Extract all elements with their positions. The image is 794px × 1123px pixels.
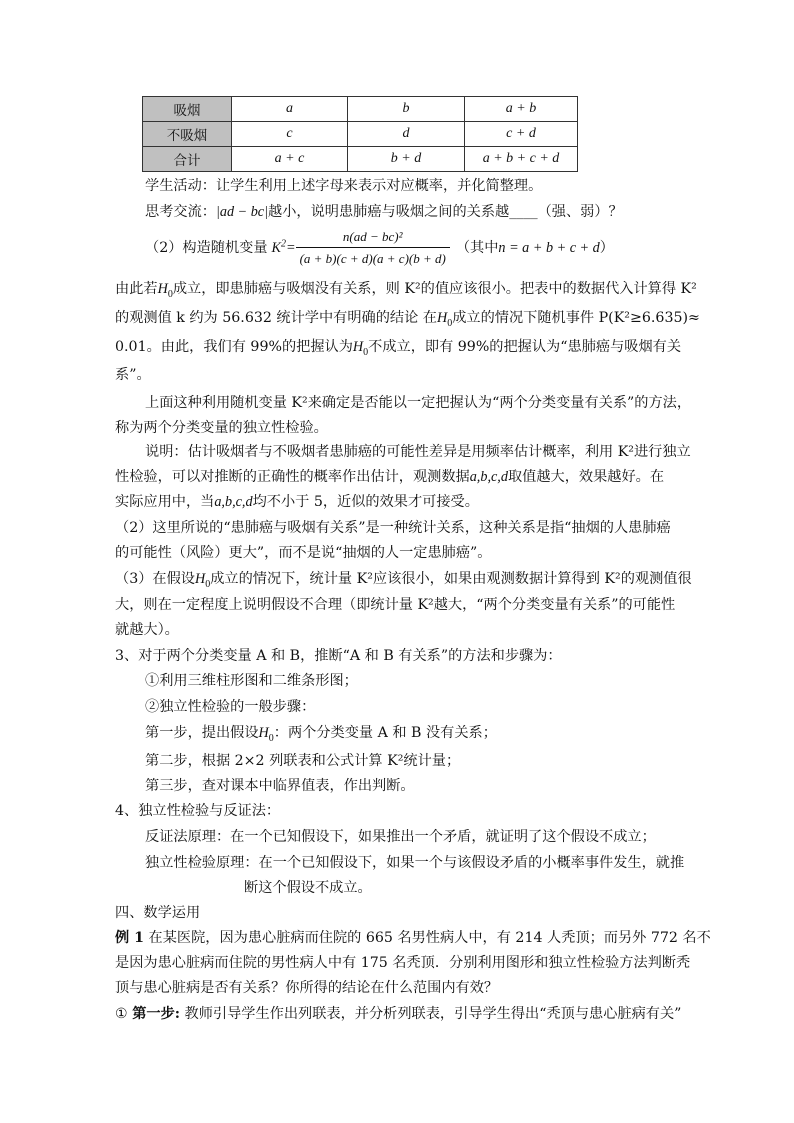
note-line xyxy=(115,493,479,511)
row-label: 不吸烟 xyxy=(143,122,232,147)
section-heading: 四、数学运用 xyxy=(115,905,201,921)
paragraph-line: 系”。 xyxy=(115,367,151,383)
text-run: 0.01。由此，我们有 99%的把握认为 xyxy=(115,339,353,355)
h0-letter: H xyxy=(258,725,269,741)
h0-subscript: 0 xyxy=(268,732,274,744)
k2-letter: K xyxy=(271,240,281,256)
paragraph-line xyxy=(115,280,697,298)
paragraph-line: 上面这种利用随机变量 K²来确定是否能以一定把握认为“两个分类变量有关系”的方法， xyxy=(145,395,692,411)
paragraph-line xyxy=(115,309,700,327)
h0-symbol xyxy=(436,310,453,329)
step-2-line: 第二步，根据 2×2 列联表和公式计算 K²统计量； xyxy=(145,753,461,769)
text-run: 成立的情况下随机事件 P(K²≥6.635)≈ xyxy=(452,310,700,326)
text-run: 不成立，即有 99%的把握认为“患肺癌与吸烟有关 xyxy=(368,339,682,355)
row-label: 合计 xyxy=(143,147,232,172)
text-run: （3）在假设 xyxy=(115,571,195,587)
fraction-numerator: n(ad − bc)² xyxy=(296,229,450,248)
text-run: 性检验，可以对推断的正确性的概率作出估计，观测数据 xyxy=(115,469,470,485)
think-exchange-line xyxy=(145,203,623,221)
text-run: 第一步，提出假设 xyxy=(145,725,259,741)
k2-formula-line xyxy=(145,228,614,268)
h0-symbol xyxy=(194,571,211,590)
section-3-heading: 3、对于两个分类变量 A 和 B，推断“A 和 B 有关系”的方法和步骤为： xyxy=(115,648,562,664)
example-line xyxy=(115,929,711,947)
where-open: （其中 xyxy=(455,240,499,256)
text-run: 成立的情况下，统计量 K²应该很小，如果由观测数据计算得到 K²的观测值很 xyxy=(210,571,692,587)
table-cell: b xyxy=(348,97,465,122)
circled-number: ① xyxy=(115,1006,133,1022)
h0-letter: H xyxy=(436,310,448,326)
paragraph-line xyxy=(115,338,681,356)
student-activity-line: 学生活动：让学生利用上述字母来表示对应概率，并化简整理。 xyxy=(145,178,543,194)
h0-subscript: 0 xyxy=(363,346,369,358)
where-close: ） xyxy=(599,240,614,256)
note-2-line: （2）这里所说的“患肺癌与吸烟有关系”是一种统计关系，这种关系是指“抽烟的人患肺癌 xyxy=(115,520,671,536)
h0-subscript: 0 xyxy=(167,288,173,300)
fraction-denominator: (a + b)(c + d)(a + c)(b + d) xyxy=(299,251,446,266)
contingency-table xyxy=(142,96,578,172)
text-run: 的观测值 k 约为 56.632 统计学中有明确的结论 在 xyxy=(115,310,437,326)
example-label: 例 1 xyxy=(115,930,144,946)
h0-letter: H xyxy=(194,571,206,587)
note-2-line: 的可能性（风险）更大”，而不是说“抽烟的人一定患肺癌”。 xyxy=(115,545,492,561)
list-item: ①利用三维柱形图和二维条形图； xyxy=(145,673,358,689)
note-3-line: 大，则在一定程度上说明假设不合理（即统计量 K²越大，“两个分类变量有关系”的可能性 xyxy=(115,597,676,613)
note-line xyxy=(115,468,664,486)
principle-line: 断这个假设不成立。 xyxy=(244,880,372,896)
abs-expression: |ad − bc| xyxy=(215,204,268,220)
table-cell: c + d xyxy=(465,122,578,147)
text-run: 均不小于 5，近似的效果才可接受。 xyxy=(252,494,479,510)
h0-letter: H xyxy=(352,339,364,355)
think-label: 思考交流： xyxy=(145,204,216,220)
k2-symbol: $K^2$ xyxy=(271,238,286,256)
abcd-variables: a,b,c,d xyxy=(469,469,508,485)
table-row xyxy=(143,147,578,172)
text-run: 在某医院，因为患心脏病而住院的 665 名男性病人中，有 214 人秃顶；而另外 772 名不 xyxy=(144,930,711,946)
note-3-line xyxy=(115,570,692,588)
table-cell: c xyxy=(232,122,348,147)
list-item: ②独立性检验的一般步骤： xyxy=(145,699,316,715)
step-3-line: 第三步，查对课本中临界值表，作出判断。 xyxy=(145,778,415,794)
h0-symbol xyxy=(258,725,274,744)
n-definition: n = a + b + c + d xyxy=(498,240,600,256)
k2-fraction xyxy=(296,229,450,267)
h0-letter: H xyxy=(157,281,168,297)
text-run: 教师引导学生作出列联表，并分析列联表，引导学生得出“秃顶与患心脏病有关” xyxy=(180,1006,682,1022)
h0-symbol xyxy=(157,281,173,300)
table-row xyxy=(143,97,578,122)
paragraph-line: 称为两个分类变量的独立性检验。 xyxy=(115,420,328,436)
example-line: 顶与患心脏病是否有关系？你所得的结论在什么范围内有效？ xyxy=(115,980,499,996)
example-line: 是因为患心脏病而住院的男性病人中有 175 名秃顶．分别利用图形和独立性检验方法判断秃 xyxy=(115,955,691,971)
text-run: ：两个分类变量 A 和 B 没有关系； xyxy=(273,725,497,741)
note-line: 说明：估计吸烟者与不吸烟者患肺癌的可能性差异是用频率估计概率，利用 K²进行独立 xyxy=(145,444,691,460)
table-row xyxy=(143,122,578,147)
principle-line: 独立性检验原理：在一个已知假设下，如果一个与该假设矛盾的小概率事件发生，就推 xyxy=(145,855,685,871)
formula-label: （2）构造随机变量 xyxy=(145,240,268,256)
step-1-line xyxy=(145,724,497,742)
note-3-line: 就越大）。 xyxy=(115,622,179,638)
table-cell: a + c xyxy=(232,147,348,172)
table-cell: a xyxy=(232,97,348,122)
step-line xyxy=(115,1005,681,1023)
think-text: 越小，说明患肺癌与吸烟之间的关系越____（强、弱）？ xyxy=(268,204,623,220)
h0-subscript: 0 xyxy=(205,578,211,590)
text-run: 取值越大，效果越好。在 xyxy=(507,469,665,485)
row-label: 吸烟 xyxy=(143,97,232,122)
abcd-variables: a,b,c,d xyxy=(214,494,253,510)
h0-symbol xyxy=(352,339,369,358)
text-run: 由此若 xyxy=(115,281,158,297)
h0-subscript: 0 xyxy=(447,317,453,329)
section-4-heading: 4、独立性检验与反证法： xyxy=(115,803,281,819)
text-run: 成立，即患肺癌与吸烟没有关系，则 K²的值应该很小。把表中的数据代入计算得 K² xyxy=(172,281,697,297)
principle-line: 反证法原理：在一个已知假设下，如果推出一个矛盾，就证明了这个假设不成立； xyxy=(145,829,656,845)
table-cell: b + d xyxy=(348,147,465,172)
equals-sign: = xyxy=(286,240,296,256)
step-label: 第一步: xyxy=(132,1006,181,1022)
table-cell: a + b xyxy=(465,97,578,122)
text-run: 实际应用中，当 xyxy=(115,494,215,510)
table-cell: a + b + c + d xyxy=(465,147,578,172)
table-cell: d xyxy=(348,122,465,147)
